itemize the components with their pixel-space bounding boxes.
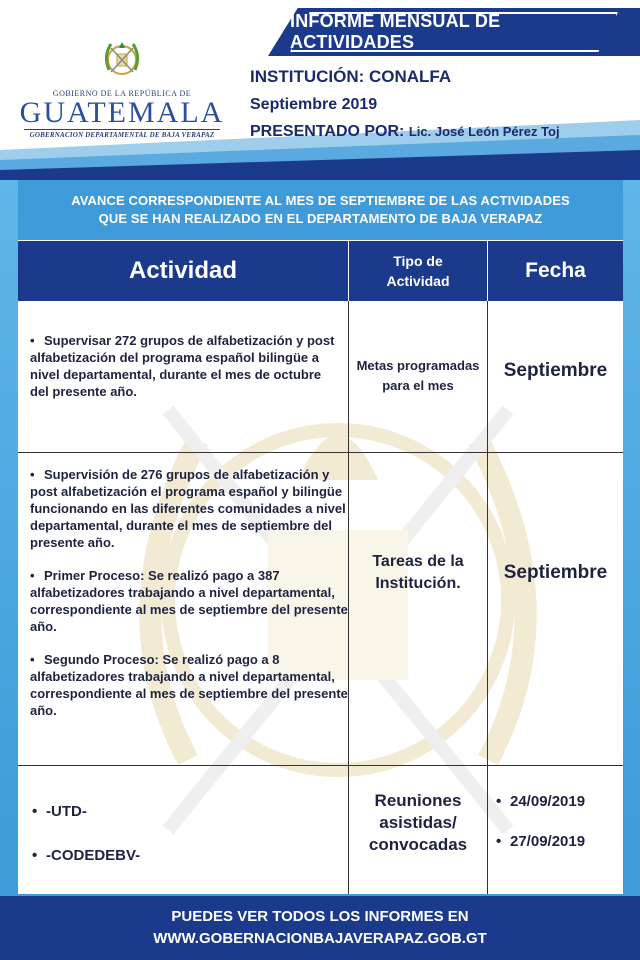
bullet-icon: • — [32, 803, 38, 820]
page-header — [0, 0, 640, 180]
presented-by — [250, 123, 560, 141]
report-month: Septiembre 2019 — [250, 96, 378, 113]
presenter-name: Lic. José León Pérez Toj — [408, 124, 560, 139]
bullet-icon: • — [496, 793, 502, 810]
list-item: • Segundo Proceso: Se realizó pago a 8 alfabetizadores trabajando a nivel departamental, correspondiente al mes de septiembre del presente año. — [30, 652, 348, 718]
table-row-1-fecha: Septiembre — [503, 360, 608, 381]
column-header-tipo-line-2: Actividad — [386, 273, 450, 289]
bullet-icon: • — [30, 568, 35, 583]
column-header-tipo — [349, 241, 487, 301]
table-row-2-activity — [30, 466, 348, 735]
table-title-line-2: QUE SE HAN REALIZADO EN EL DEPARTAMENTO DE BAJA VERAPAZ — [98, 211, 543, 226]
logo-divider — [24, 129, 220, 130]
footer-website-link[interactable]: WWW.GOBERNACIONBAJAVERAPAZ.GOB.GT — [153, 930, 487, 947]
list-item: • -CODEDEBV- — [32, 834, 332, 878]
column-header-actividad: Actividad — [18, 241, 348, 301]
report-title: INFORME MENSUAL DE ACTIVIDADES — [290, 11, 501, 52]
page-footer — [0, 896, 640, 960]
bullet-icon: • — [30, 333, 35, 348]
column-header-fecha: Fecha — [488, 241, 623, 301]
bullet-icon: • — [30, 652, 35, 667]
institution-label: INSTITUCIÓN: CONALFA — [250, 67, 452, 86]
table-row-3-activity — [32, 790, 332, 878]
row-divider — [18, 765, 623, 766]
table-row-3-tipo: Reuniones asistidas/ convocadas — [368, 791, 468, 854]
table-row-1-activity: • Supervisar 272 grupos de alfabetización y post alfabetización del programa español bilingüe a nivel departamental, durante el mes de octubre del presente año. — [30, 333, 335, 399]
table-title — [18, 180, 623, 240]
bullet-icon: • — [30, 467, 35, 482]
table-row-2-fecha: Septiembre — [503, 562, 608, 583]
presented-by-label: PRESENTADO POR: — [250, 123, 405, 140]
table-title-line-1: AVANCE CORRESPONDIENTE AL MES DE SEPTIEMBRE DE LAS ACTIVIDADES — [71, 193, 570, 208]
table-row-2-tipo: Tareas de la Institución. — [372, 553, 464, 592]
guatemala-logo — [18, 34, 226, 146]
bullet-icon: • — [496, 833, 502, 850]
list-item: • 24/09/2019 — [496, 782, 623, 822]
logo-subtitle: GOBERNACION DEPARTAMENTAL DE BAJA VERAPAZ — [29, 131, 215, 139]
list-item: • -UTD- — [32, 790, 332, 834]
list-item: • Supervisión de 276 grupos de alfabetización y post alfabetización el programa español y bilingüe funcionando en las diferentes comunidades a nivel departamental, durante el mes de septiembre del presente año. — [30, 467, 346, 550]
footer-line-1: PUEDES VER TODOS LOS INFORMES EN — [171, 908, 469, 925]
main-content — [0, 180, 640, 896]
coat-of-arms-icon — [97, 34, 147, 82]
column-header-tipo-line-1: Tipo de — [393, 253, 443, 269]
logo-wordmark: GUATEMALA — [19, 96, 225, 129]
list-item: • Primer Proceso: Se realizó pago a 387 alfabetizadores trabajando a nivel departamental, correspondiente al mes de septiembre del presente año. — [30, 568, 348, 634]
list-item: • 27/09/2019 — [496, 822, 623, 862]
logo-small-text: GOBIERNO DE LA REPÚBLICA DE — [52, 89, 192, 98]
table-row-3-fecha — [496, 782, 623, 862]
activities-table — [18, 180, 623, 894]
bullet-icon: • — [32, 847, 38, 864]
column-divider — [487, 301, 488, 894]
row-divider — [18, 452, 623, 453]
table-row-1-tipo: Metas programadas para el mes — [356, 358, 480, 393]
